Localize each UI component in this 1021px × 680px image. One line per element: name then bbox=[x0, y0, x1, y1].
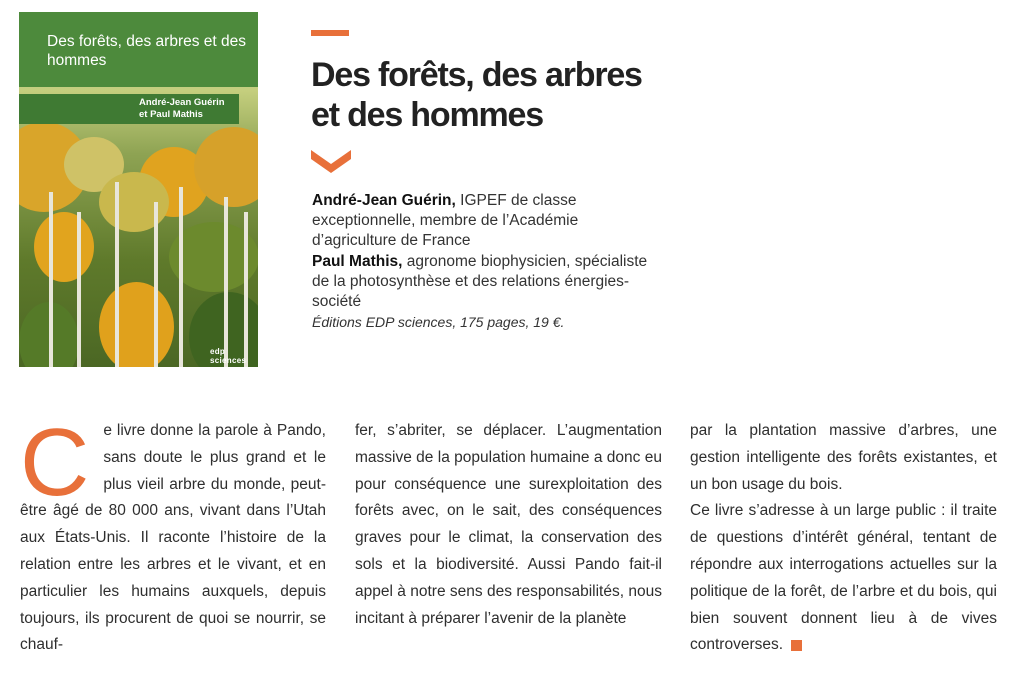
author-description: IGPEF de classe exceptionnelle, membre de l’Académie d’agriculture de France bbox=[312, 192, 579, 250]
paragraph bbox=[690, 498, 997, 659]
tree-trunk bbox=[154, 202, 158, 367]
title-line: Des forêts, des arbres bbox=[311, 56, 642, 94]
tree-foliage bbox=[34, 212, 94, 282]
paragraph: e livre donne la parole à Pando, sans doute le plus grand et le plus vieil arbre du monde, peut-être âgé de 80 000 ans, vivant dans l’Utah aux États-Unis. Il raconte l’histoire de la relation entre les arbres et le vivant, et en particulier les humains auxquels, depuis toujours, ils procurent de quoi se nourrir, se chauf- bbox=[20, 422, 326, 654]
author-name: André-Jean Guérin, bbox=[312, 192, 456, 209]
title-line: et des hommes bbox=[311, 96, 543, 134]
publication-info: Éditions EDP sciences, 175 pages, 19 €. bbox=[312, 314, 565, 331]
tree-trunk bbox=[244, 212, 248, 367]
publisher-logo: edp sciences bbox=[210, 347, 247, 365]
tree-trunk bbox=[179, 187, 183, 367]
tree-trunk bbox=[224, 197, 228, 367]
book-cover bbox=[19, 12, 258, 367]
book-credits bbox=[312, 191, 652, 332]
paragraph: fer, s’abriter, se déplacer. L’augmentation massive de la population humaine a donc eu pour conséquence une surexploitation des forêts avec, on le sait, des conséquences graves pour le climat, la conservation des sols et la biodiversité. Aussi Pando fait-il appel à notre sens des responsabilités, nous incitant à préparer l’avenir de la planète bbox=[355, 422, 662, 627]
author-credit bbox=[312, 252, 652, 313]
cover-title: Des forêts, des arbres et des hommes bbox=[47, 33, 247, 69]
body-column-3 bbox=[690, 418, 997, 659]
tree-foliage bbox=[99, 282, 174, 367]
paragraph-text: Ce livre s’adresse à un large public : il traite de questions d’intérêt général, tentant de répondre aux interrogations actuelles sur la politique de la forêt, de l’arbre et du bois, qui bien souvent donnent lieu à de vives controverses. bbox=[690, 502, 997, 654]
drop-cap: C bbox=[20, 409, 90, 516]
author-credit bbox=[312, 191, 652, 252]
tree-trunk bbox=[115, 182, 119, 367]
cover-authors bbox=[19, 94, 239, 124]
tree-trunk bbox=[49, 192, 53, 367]
author-name: Paul Mathis, bbox=[312, 252, 403, 270]
tree-trunk bbox=[77, 212, 81, 367]
cover-author-line: André-Jean Guérin bbox=[139, 97, 225, 108]
paragraph: par la plantation massive d’arbres, une gestion intelligente des forêts existantes, et un bon usage du bois. bbox=[690, 422, 997, 493]
cover-author-line: et Paul Mathis bbox=[139, 109, 203, 120]
end-mark bbox=[791, 640, 802, 651]
chevron-down-icon bbox=[311, 150, 351, 174]
author-description: agronome biophysicien, spécialiste de la photosynthèse et des relations énergies-société bbox=[312, 252, 648, 311]
tree-foliage bbox=[99, 172, 169, 232]
accent-bar bbox=[311, 30, 349, 36]
body-column-2 bbox=[355, 418, 662, 632]
page-title bbox=[311, 55, 642, 135]
body-column-1 bbox=[20, 409, 326, 659]
